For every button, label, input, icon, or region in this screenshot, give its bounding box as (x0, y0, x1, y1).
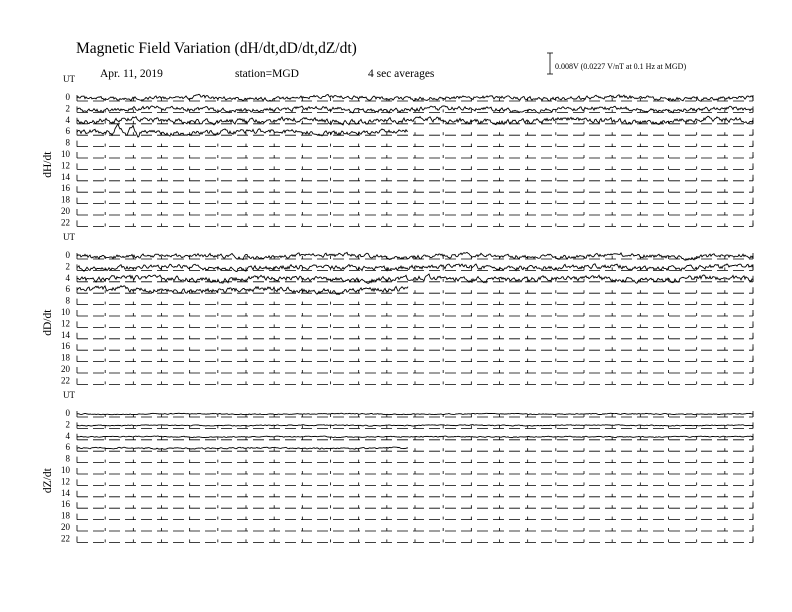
hour-label: 4 (65, 430, 70, 441)
hour-label: 12 (61, 476, 70, 487)
hour-label: 12 (61, 318, 70, 329)
hour-label: 0 (65, 92, 70, 102)
hour-label: 20 (61, 522, 70, 532)
hour-label: 6 (65, 126, 70, 137)
panel-ylabel: dH/dt (42, 151, 54, 178)
hour-label: 2 (65, 261, 70, 272)
scale-note: 0.008V (0.0227 V/nT at 0.1 Hz at MGD) (555, 62, 687, 71)
hour-label: 22 (61, 533, 70, 544)
hour-label: 22 (61, 217, 70, 228)
panel-ylabel: dZ/dt (42, 468, 54, 494)
hour-label: 4 (65, 272, 70, 283)
panel-dzdt (42, 390, 753, 543)
ut-label: UT (63, 232, 75, 242)
hour-label: 20 (61, 206, 70, 216)
averaging-label: 4 sec averages (368, 68, 435, 80)
hour-label: 2 (65, 419, 70, 430)
trace-series (77, 447, 408, 449)
trace-series (77, 413, 753, 415)
panel-dddt (42, 232, 753, 385)
date-label: Apr. 11, 2019 (100, 68, 163, 80)
hour-label: 18 (61, 352, 70, 363)
ut-label: UT (63, 390, 75, 400)
panel-ylabel: dD/dt (42, 309, 54, 336)
panels-group (42, 74, 753, 543)
scale-bar (547, 53, 553, 74)
trace-series (77, 425, 753, 427)
hour-label: 22 (61, 375, 70, 386)
chart-title: Magnetic Field Variation (dH/dt,dD/dt,dZ/dt) (76, 40, 357, 57)
hour-label: 16 (61, 499, 70, 510)
hour-label: 14 (61, 171, 70, 182)
hour-label: 6 (65, 284, 70, 295)
panel-dhdt (42, 74, 753, 227)
hour-label: 8 (65, 137, 70, 148)
ut-label: UT (63, 74, 75, 84)
hour-label: 4 (65, 114, 70, 125)
hour-label: 18 (61, 510, 70, 521)
hour-label: 6 (65, 442, 70, 453)
hour-label: 18 (61, 194, 70, 205)
hour-label: 8 (65, 453, 70, 464)
hour-label: 16 (61, 341, 70, 352)
station-label: station=MGD (235, 68, 299, 80)
hour-label: 16 (61, 183, 70, 194)
hour-label: 14 (61, 487, 70, 498)
hour-label: 8 (65, 295, 70, 306)
hour-label: 20 (61, 364, 70, 374)
hour-label: 2 (65, 103, 70, 114)
hour-label: 0 (65, 408, 70, 418)
hour-label: 12 (61, 160, 70, 171)
hour-label: 10 (61, 465, 70, 475)
hour-label: 14 (61, 329, 70, 340)
hour-label: 10 (61, 307, 70, 317)
hour-label: 0 (65, 250, 70, 260)
trace-series (77, 94, 753, 101)
hour-label: 10 (61, 149, 70, 159)
